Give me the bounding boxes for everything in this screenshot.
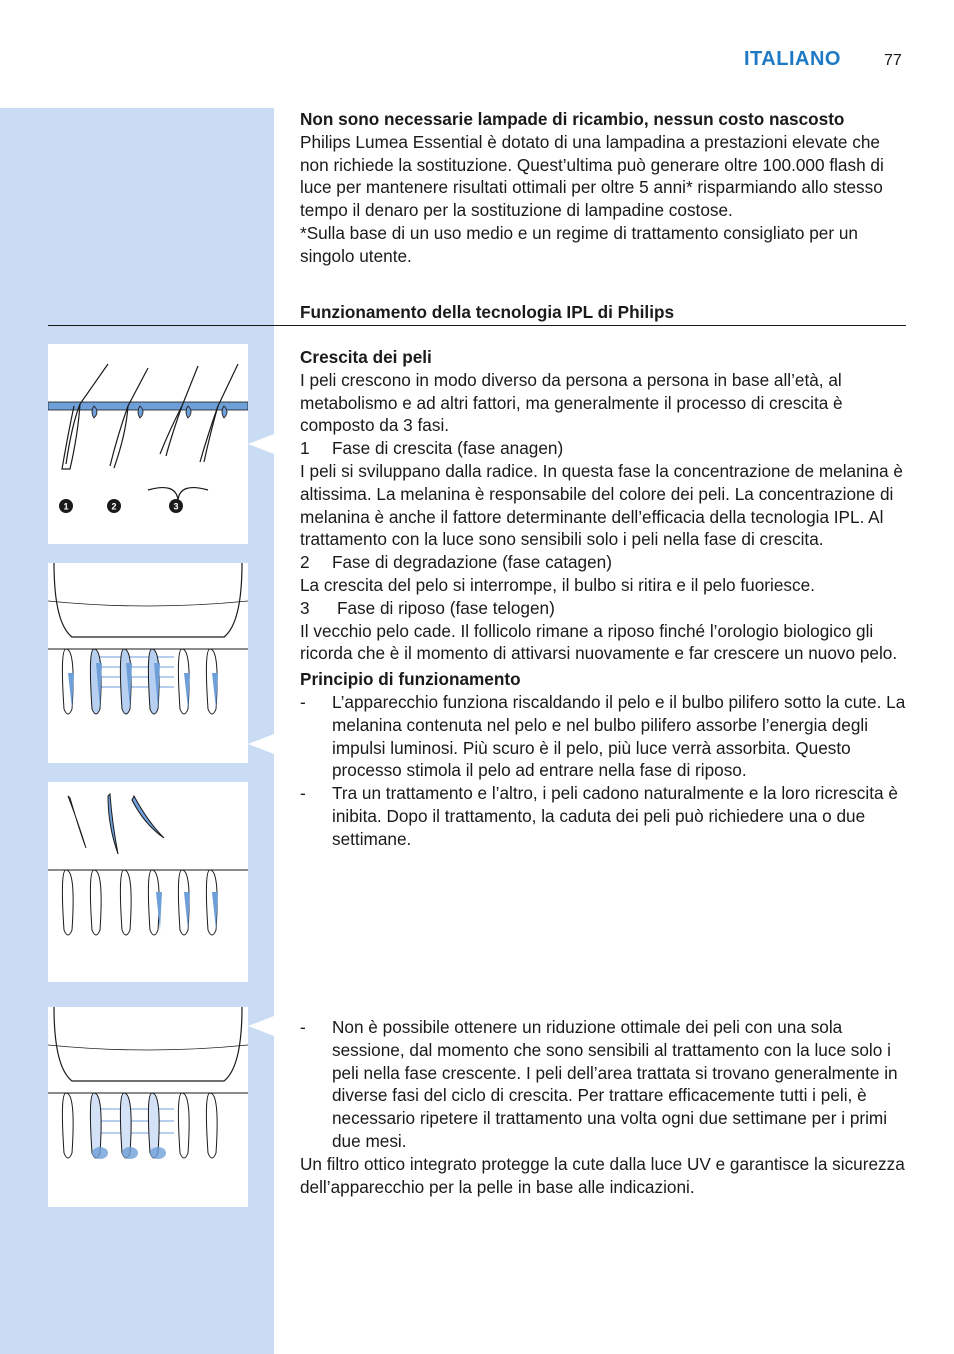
section-heading: Funzionamento della tecnologia IPL di Philips [300, 302, 675, 322]
bullet-marker: - [300, 783, 306, 804]
phase-title [300, 437, 910, 460]
section-ipl [300, 301, 910, 324]
closing-body: Un filtro ottico integrato protegge la cute dalla luce UV e garantisce la sicurezza dell’apparecchio per la pelle in base alle indicazioni. [300, 1153, 905, 1197]
section-lamps [300, 108, 910, 268]
phase-text: I peli si sviluppano dalla radice. In questa fase la concentrazione de melanina è altissima. La melanina è responsabile del colore dei peli. La concentrazione di melanina è anche il fattore determinante dell’efficacia della tecnologia IPL. Al trattamento con la luce sono sensibili solo i peli nella fase di crescita. [300, 460, 903, 550]
figure-repeat-treatment [48, 1007, 248, 1207]
phase-label: Fase di crescita (fase anagen) [332, 438, 564, 459]
phase-number: 3 [300, 597, 310, 618]
figure-pointer [248, 1016, 274, 1036]
section-body: Philips Lumea Essential è dotato di una lampadina a prestazioni elevate che non richiede la sostituzione. Quest’ultima può generare oltre 100.000 flash di luce per mantenere risultati ottimali per oltre 5 anni* risparmiando allo stesso tempo il denaro per la sostituzione di lampadine costose. [300, 131, 884, 221]
growth-intro: I peli crescono in modo diverso da persona a persona in base all’età, al metabolismo e ad altri fattori, ma generalmente il processo di crescita è composto da 3 fasi. [300, 369, 843, 436]
light-treatment-illustration [48, 563, 248, 763]
phase-label: Fase di degradazione (fase catagen) [332, 552, 612, 573]
figure-label: 3 [173, 501, 179, 512]
section-divider [48, 325, 906, 326]
figure-light-treatment [48, 563, 248, 763]
bullet-text: L’apparecchio funziona riscaldando il pelo e il bulbo pilifero sotto la cute. La melanina contenuta nel pelo e nel bulbo pilifero assorbe l’energia degli impulsi luminosi. Più scuro è il pelo, più luce verrà assorbita. Questo processo stimola il pelo ad entrare nella fase di riposo. [332, 691, 906, 781]
repeat-treatment-illustration [48, 1007, 248, 1207]
page-number: 77 [884, 52, 902, 69]
bullet-item [300, 1016, 910, 1153]
hair-phases-illustration [48, 344, 248, 544]
principle-heading: Principio di funzionamento [300, 669, 521, 690]
bullet-marker: - [300, 691, 306, 712]
bullet-marker: - [300, 1017, 306, 1037]
phase-text: Il vecchio pelo cade. Il follicolo rimane a riposo finché l’orologio biologico gli ricorda che è il momento di attivarsi nuovamente e far crescere un nuovo pelo. [300, 620, 898, 664]
phase-label: Fase di riposo (fase telogen) [337, 597, 555, 618]
bullet-item [300, 691, 910, 782]
section-closing [300, 1016, 910, 1198]
phase-number: 2 [300, 552, 310, 573]
phase-text: La crescita del pelo si interrompe, il bulbo si ritira e il pelo fuoriesce. [300, 574, 815, 595]
phase-title [300, 597, 910, 620]
language-heading: ITALIANO [744, 48, 841, 70]
bullet-item [300, 782, 910, 850]
section-heading: Non sono necessarie lampade di ricambio, nessun costo nascosto [300, 109, 845, 129]
figure-label: 1 [63, 501, 69, 512]
footnote: *Sulla base di un uso medio e un regime di trattamento consigliato per un singolo utente. [300, 222, 858, 266]
growth-heading: Crescita dei peli [300, 347, 432, 367]
figure-hair-shedding [48, 782, 248, 982]
phase-title [300, 551, 910, 574]
bullet-text: Tra un trattamento e l’altro, i peli cadono naturalmente e la loro ricrescita è inibita. Dopo il trattamento, la caduta dei peli può richiedere una o due settimane. [332, 783, 898, 849]
figure-pointer [248, 734, 274, 754]
figure-hair-phases [48, 344, 248, 544]
hair-shedding-illustration [48, 782, 248, 982]
figure-label: 2 [111, 501, 117, 512]
phase-number: 1 [300, 438, 310, 459]
section-growth [300, 346, 910, 851]
bullet-text: Non è possibile ottenere un riduzione ottimale dei peli con una sola sessione, dal momento che sono sensibili al trattamento con la luce solo i peli nella fase crescente. I peli dell’area trattata si trovano generalmente in diverse fasi del ciclo di crescita. Per trattare efficacemente tutti i peli, è necessario ripetere il trattamento una volta ogni due settimane per i primi due mesi. [332, 1017, 898, 1151]
figure-pointer [248, 434, 274, 454]
